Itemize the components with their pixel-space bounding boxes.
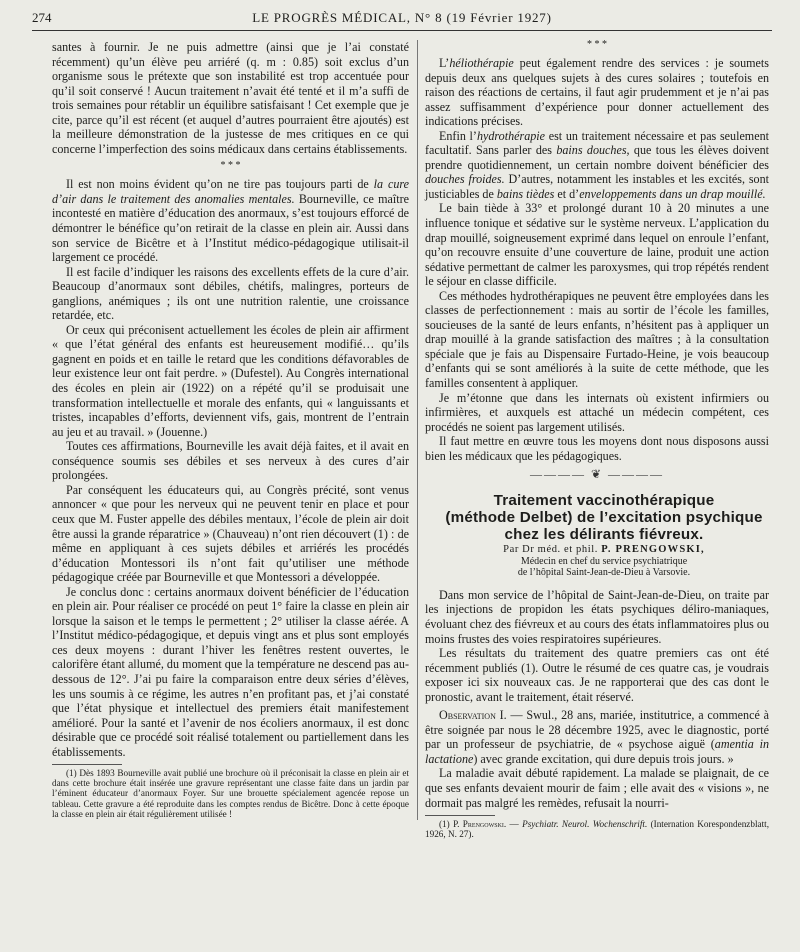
paragraph: Je conclus donc : certains anormaux doivent bénéficier de l’éducation en plein air. Pour réaliser ce procédé on peut 1° faire la classe en plein air lorsque la saison et le temps le permettent ; 2° utiliser la classe aérée. A l’Institut médico-pédagogique, et depuis vingt ans et plus sont employés ces deux moyens : durant l’hiver les fenêtres restent ouvertes, le calorifère étant allumé, du moment que la température ne descend pas au-dessous de 12°. J’ai pu faire la comparaison entre deux séries d’élèves, les uns soumis à ce régime, les autres n’en profitant pas, et j’ai constaté que l’état physique et intellectuel des premiers était manifestement amélioré. Pour la santé et l’avenir de nos écoliers anormaux, il est donc désirable que ce procédé soit réalisé totalement ou partiellement dans les établissements.: [52, 584, 409, 759]
article-title-line-1: Traitement vaccinothérapique: [493, 491, 715, 509]
right-column: [425, 40, 769, 839]
running-title: LE PROGRÈS MÉDICAL, N° 8 (19 Février 1927): [252, 10, 552, 25]
paragraph: Enfin l’hydrothérapie est un traitement nécessaire et pas seulement facultatif. Sans parler des bains douches, que tous les élèves doivent prendre quotidiennement, un certain nombre doivent bénéficier des douches froides. D’autres, notamment les instables et les excités, sont justiciables de bains tièdes et d’enveloppements dans un drap mouillé.: [425, 128, 770, 201]
author-byline: Par Dr méd. et phil. P. PRENGOWSKI,: [503, 543, 705, 555]
paragraph: Il est facile d’indiquer les raisons des excellents effets de la cure d’air. Beaucoup d’anormaux sont débiles, chétifs, malingres, porteurs de ganglions, anémiques ; ils ont une nutrition ralentie, une croissance retardée, etc.: [52, 264, 409, 323]
paragraph: Les résultats du traitement des quatre premiers cas ont été récemment publiés (1). Outre le résumé de ces quatre cas, je voudrais exposer ici six nouveaux cas. Je ne rapporterai que des cas dont le pronostic, avant le traitement, était réservé.: [425, 646, 769, 704]
footnote-rule: [52, 764, 122, 765]
paragraph: Toutes ces affirmations, Bourneville les avait déjà faites, et il avait en conséquence soumis ses débiles et ses nerveux à des cures d’air prolongées.: [52, 439, 409, 483]
left-column: [52, 40, 409, 819]
header-rule: [32, 30, 772, 31]
footnote: (1) P. Prengowski. — Psychiatr. Neurol. Wochenschrift. (Internation Korespondenzblatt, 1926, N. 27).: [425, 819, 769, 840]
author-affiliation: Médecin en chef du service psychiatrique: [520, 555, 688, 567]
paragraph: Le bain tiède à 33° et prolongé durant 10 à 20 minutes a une influence tonique et sédative sur le système nerveux. L’application du drap mouillé, soigneusement exprimé dans lequel on enroule l’enfant, qu’on recouvre ensuite d’une couverture de laine, produit une action sédative permettant de calmer les paroxysmes, qui trop répétés rendent le séjour en classe difficile.: [425, 201, 769, 289]
section-break-stars: * * *: [220, 160, 241, 172]
ornament-divider: ———— ❦ ————: [529, 467, 665, 482]
article-title-line-3: chez les délirants fiévreux.: [504, 525, 704, 543]
paragraph: Je m’étonne que dans les internats où existent infirmiers ou infirmières, et auxquels est attaché un médecin compétent, ces procédés ne soient pas largement utilisés.: [425, 390, 769, 434]
footnote-rule: [425, 815, 495, 816]
paragraph: santes à fournir. Je ne puis admettre (ainsi que je l’ai constaté récemment) qu’un élève peu arriéré (q. m : 0.85) soit exclus d’un organisme sous le prétexte que son instabilité est trop accentuée pour qu’il soit conservé ! Aucun traitement n’avait été tenté et il m’a suffi de trois semaines pour rétablir un équilibre satisfaisant ! Cet exemple que je cite, parce qu’il est récent (et auquel d’autres pourraient être ajoutés) est la meilleure démonstration de la justesse de mes critiques en ce qui concerne l’imperfection des soins médicaux dans certains établissements.: [52, 40, 409, 156]
paragraph: Ces méthodes hydrothérapiques ne peuvent être employées dans les classes de perfectionnement : mais au sortir de l’école les familles, soucieuses de la santé de leurs enfants, n’hésitent pas à appliquer un drap mouillé à la grande satisfaction des maîtres ; à la consultation spéciale que je fais au Dispensaire Furtado-Heine, je vois beaucoup d’enfants qui se sont améliorés à la suite de cette méthode, que les familles consentent à appliquer.: [425, 288, 769, 391]
paragraph: Il est non moins évident qu’on ne tire pas toujours parti de la cure d’air dans le traitement des anomalies mentales. Bourneville, ce maître incontesté en matière d’éducation des anormaux, s’est toujours efforcé de démontrer le bénéfice qu’on retirait de la classe en plein air. Aussi dans son service de Bicêtre et à l’Institut médico-pédagogique utilisait-il largement ce procédé.: [52, 177, 409, 265]
paragraph: Par conséquent les éducateurs qui, au Congrès précité, sont venus annoncer « que pour les nerveux qui ne peuvent tenir en place et pour ceux que M. Fuster appelle des débiles mentaux, l’école de plein air doit être aussi la grande réparatrice » (Chauveau) n’ont rien découvert (1) : de même en appliquant à ces sujets débiles et arriérés les procédés d’éducation Montessori ils n’ont fait qu’utiliser une méthode pédagogique créée par Bourneville et que Montessori a développée.: [52, 482, 409, 585]
observation-paragraph: Observation I. — Swul., 28 ans, mariée, institutrice, a commencé à être soignée par nous le 28 décembre 1925, avec le diagnostic, porté par un professeur de psychiatrie, de « psychose aiguë (amentia in lactatione) avec grande excitation, qui dure depuis trois jours. »: [425, 708, 769, 766]
page-number: 274: [32, 10, 52, 25]
paragraph: Il faut mettre en œuvre tous les moyens dont nous disposons aussi bien les médicaux que les pédagogiques.: [425, 434, 769, 463]
page-header: [32, 10, 772, 26]
section-break-stars: * * *: [587, 39, 607, 50]
column-divider: [417, 40, 418, 820]
author-affiliation: de l’hôpital Saint-Jean-de-Dieu à Varsovie.: [517, 566, 691, 578]
paragraph: L’héliothérapie peut également rendre des services : je soumets depuis deux ans quelques sujets à des cures solaires ; toutefois en raison des réactions de certains, il faut agir prudemment et je n’ai pas assez suffisamment d’expérience pour donner actuellement des indications précises.: [425, 56, 769, 129]
paragraph: Dans mon service de l’hôpital de Saint-Jean-de-Dieu, on traite par les injections de propidon les états psychiques déliro-maniaques, évoluant chez des fiévreux et au cours des états inflammatoires plus ou moins frustes des voies respiratoires supérieures.: [425, 587, 769, 646]
paragraph: Or ceux qui préconisent actuellement les écoles de plein air affirment « que l’état général des enfants est heureusement modifié… qu’ils gagnent en poids et en taille le retard que les conditions défavorables de leur existence leur ont fait perdre. » (Dufestel). Au Congrès international des écoles en plein air (1922) on a répété qu’il se produisait une transformation intellectuelle et morale des enfants, qui « languissants et tristes, incapables d’efforts, deviennent vifs, gais, montrent de l’entrain au jeu et au travail. » (Jouenne.): [52, 322, 409, 439]
observation-label: Observation I.: [439, 708, 507, 723]
paragraph: La maladie avait débuté rapidement. La malade se plaignait, de ce que ses enfants devaient mourir de faim ; elle avait des « visions », ne dormait pas malgré les remèdes, refusait la nourri-: [425, 766, 769, 810]
article-title-line-2: (méthode Delbet) de l’excitation psychique: [445, 508, 763, 526]
footnote: (1) Dès 1893 Bourneville avait publié une brochure où il préconisait la classe en plein air et dans cette brochure était insérée une gravure représentant une classe faite dans un jardin par l’éminent éducateur d’anormaux Foyer. Sur une brouette spécialement agencée repose un tableau. Cette gravure a été reproduite dans les comptes rendus de Bicêtre. Donc à cette époque la classe en plein air était régulièrement utilisée !: [52, 768, 409, 819]
